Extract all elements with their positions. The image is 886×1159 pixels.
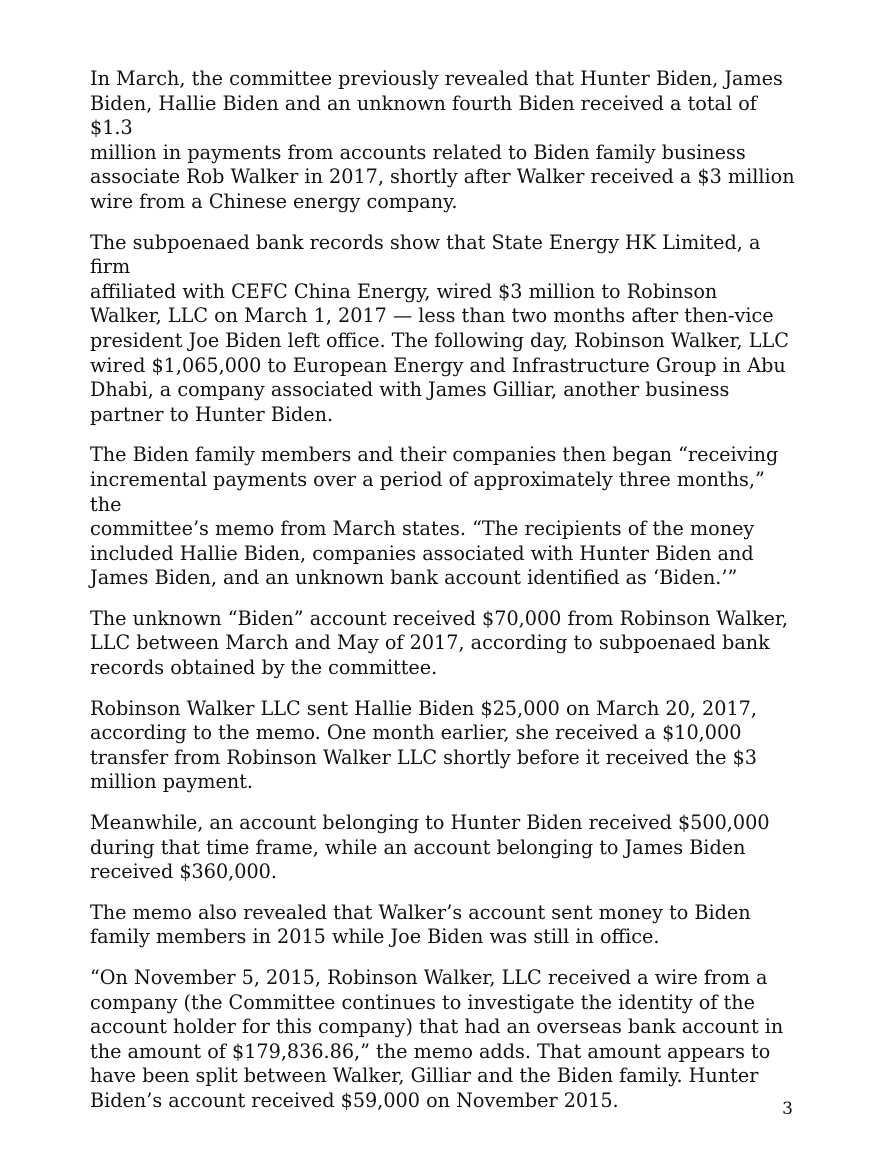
document-body bbox=[90, 67, 795, 1130]
paragraph-subpoenaed-bank-records: The subpoenaed bank records show that State Energy HK Limited, a firm affiliated with CEFC China Energy, wired $3 million to Robinson Walker, LLC on March 1, 2017 — less than two months after then-vice president Joe Biden left office. The following day, Robinson Walker, LLC wired $1,065,000 to European Energy and Infrastructure Group in Abu Dhabi, a company associated with James Gilliar, another business partner to Hunter Biden. bbox=[90, 230, 789, 426]
paragraph-unknown-biden-account: The unknown “Biden” account received $70,000 from Robinson Walker, LLC between March and May of 2017, according to subpoenaed bank records obtained by the committee. bbox=[90, 606, 789, 680]
page-number: 3 bbox=[782, 1099, 793, 1119]
paragraph-november-2015-wire: “On November 5, 2015, Robinson Walker, LLC received a wire from a company (the Committee continues to investigate the identity of the account holder for this company) that had an overseas bank account in the amount of $179,836.86,” the memo adds. That amount appears to have been split between Walker, Gilliar and the Biden family. Hunter Biden’s account received $59,000 on November 2015. bbox=[90, 966, 784, 1112]
paragraph-hunter-james-accounts: Meanwhile, an account belonging to Hunter Biden received $500,000 during that time frame, while an account belonging to James Biden received $360,000. bbox=[90, 811, 770, 884]
paragraph-march-committee-revealed: In March, the committee previously revealed that Hunter Biden, James Biden, Hallie Biden and an unknown fourth Biden received a total of $1.3 million in payments from accounts related to Biden family business associate Rob Walker in 2017, shortly after Walker received a $3 million wire from a Chinese energy company. bbox=[90, 67, 795, 213]
paragraph-2015-payments: The memo also revealed that Walker’s account sent money to Biden family members in 2015 while Joe Biden was still in office. bbox=[90, 900, 751, 949]
paragraph-incremental-payments: The Biden family members and their companies then began “receiving incremental payments over a period of approximately three months,” the committee’s memo from March states. “The recipients of the money included Hallie Biden, companies associated with Hunter Biden and James Biden, and an unknown bank account identified as ‘Biden.’” bbox=[90, 443, 779, 590]
paragraph-hallie-biden-payments: Robinson Walker LLC sent Hallie Biden $25,000 on March 20, 2017, according to the memo. One month earlier, she received a $10,000 transfer from Robinson Walker LLC shortly before it received the $3 million payment. bbox=[90, 696, 758, 794]
